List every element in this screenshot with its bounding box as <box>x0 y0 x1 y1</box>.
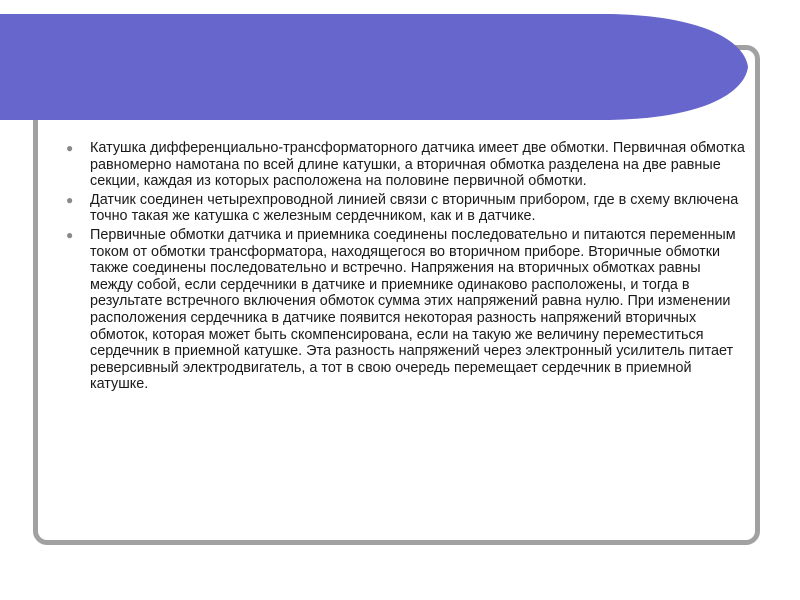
banner-fill <box>0 14 748 120</box>
content-area <box>66 140 746 395</box>
bullet-dot-icon: ● <box>66 141 74 155</box>
list-item <box>66 192 746 225</box>
bullet-dot-icon: ● <box>66 192 74 207</box>
bullet-list <box>66 140 746 393</box>
bullet-text: Катушка дифференциально-трансформаторного датчика имеет две обмотки. Первичная обмотка равномерно намотана по всей длине катушки, а вторичная обмотка разделена на две равные секции, каждая из которых расположена на половине первичной обмотки. <box>90 140 745 190</box>
banner-shape <box>0 14 748 120</box>
list-item <box>66 227 746 393</box>
bullet-text: Первичные обмотки датчика и приемника соединены последовательно и питаются переменным током от обмотки трансформатора, находящегося во вторичном приборе. Вторичные обмотки также соединены последовательно и встречно. Напряжения на вторичных обмотках равны между собой, если сердечники в датчике и приемнике одинаково расположены, и тогда в результате встречного включения обмоток сумма этих напряжений равна нулю. При изменении расположения сердечника в датчике появится некоторая разность напряжений вторичных обмоток, которая может быть скомпенсирована, если на такую же величину переместиться сердечник в приемной катушке. Эта разность напряжений через электронный усилитель питает реверсивный электродвигатель, а тот в свою очередь перемещает сердечник в приемной катушке. <box>90 226 736 393</box>
list-item <box>66 140 746 190</box>
bullet-dot-icon: ● <box>66 227 74 242</box>
bullet-text: Датчик соединен четырехпроводной линией связи с вторичным прибором, где в схему включена точно такая же катушка с железным сердечником, как и в датчике. <box>90 191 739 225</box>
title-banner <box>0 14 748 120</box>
